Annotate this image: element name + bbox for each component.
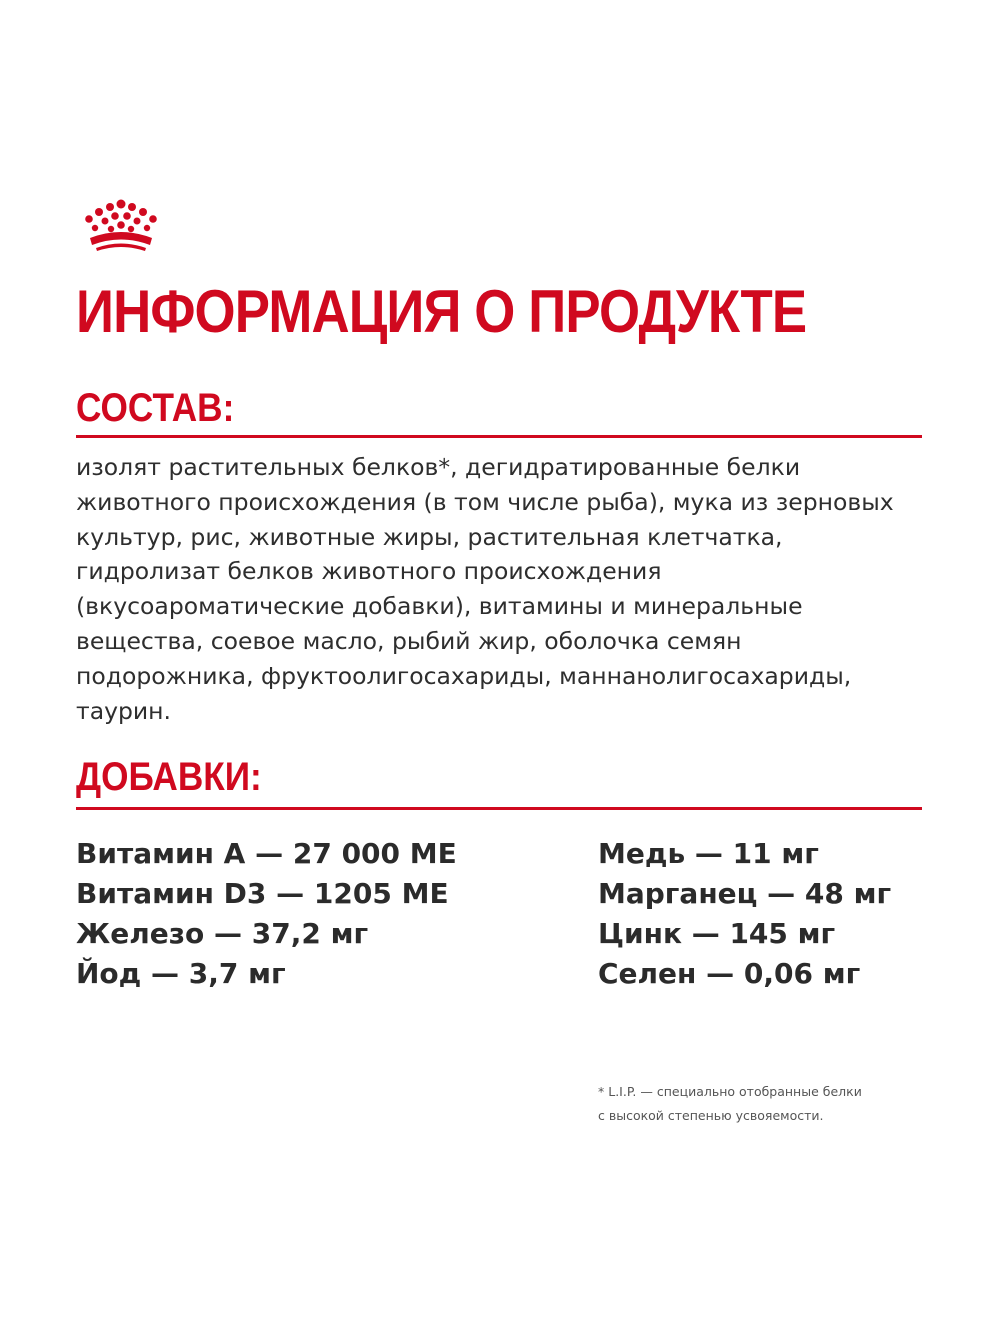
additives-divider (76, 807, 922, 810)
composition-divider (76, 435, 922, 438)
additive-item: Цинк — 145 мг (598, 917, 836, 950)
additive-item: Медь — 11 мг (598, 837, 819, 870)
composition-text: изолят растительных белков*, дегидратированные белки животного происхождения (в том числе рыба), мука из зерновых культур, рис, животные жиры, растительная клетчатка, гидролизат белков животного происхождения (вкусоароматические добавки), витамины и минеральные вещества, соевое масло, рыбий жир, оболочка семян подорожника, фруктоолигосахариды, маннанолигосахариды, таурин. (76, 453, 894, 725)
additive-item: Витамин D3 — 1205 МЕ (76, 877, 449, 910)
footnote-line: * L.I.P. — специально отобранные белки (598, 1084, 862, 1099)
additive-item: Селен — 0,06 мг (598, 957, 861, 990)
additive-item: Марганец — 48 мг (598, 877, 892, 910)
additive-item: Йод — 3,7 мг (76, 957, 286, 990)
additives-list-left (76, 834, 457, 994)
footnote-line: с высокой степенью усвояемости. (598, 1108, 824, 1123)
composition-heading: СОСТАВ: (76, 386, 235, 430)
page-title: ИНФОРМАЦИЯ О ПРОДУКТЕ (76, 278, 807, 345)
additive-item: Витамин А — 27 000 МЕ (76, 837, 457, 870)
crown-icon (78, 198, 164, 254)
additives-list-right (598, 834, 891, 994)
additive-item: Железо — 37,2 мг (76, 917, 369, 950)
footnote (598, 1080, 948, 1128)
additives-heading: ДОБАВКИ: (76, 755, 262, 799)
